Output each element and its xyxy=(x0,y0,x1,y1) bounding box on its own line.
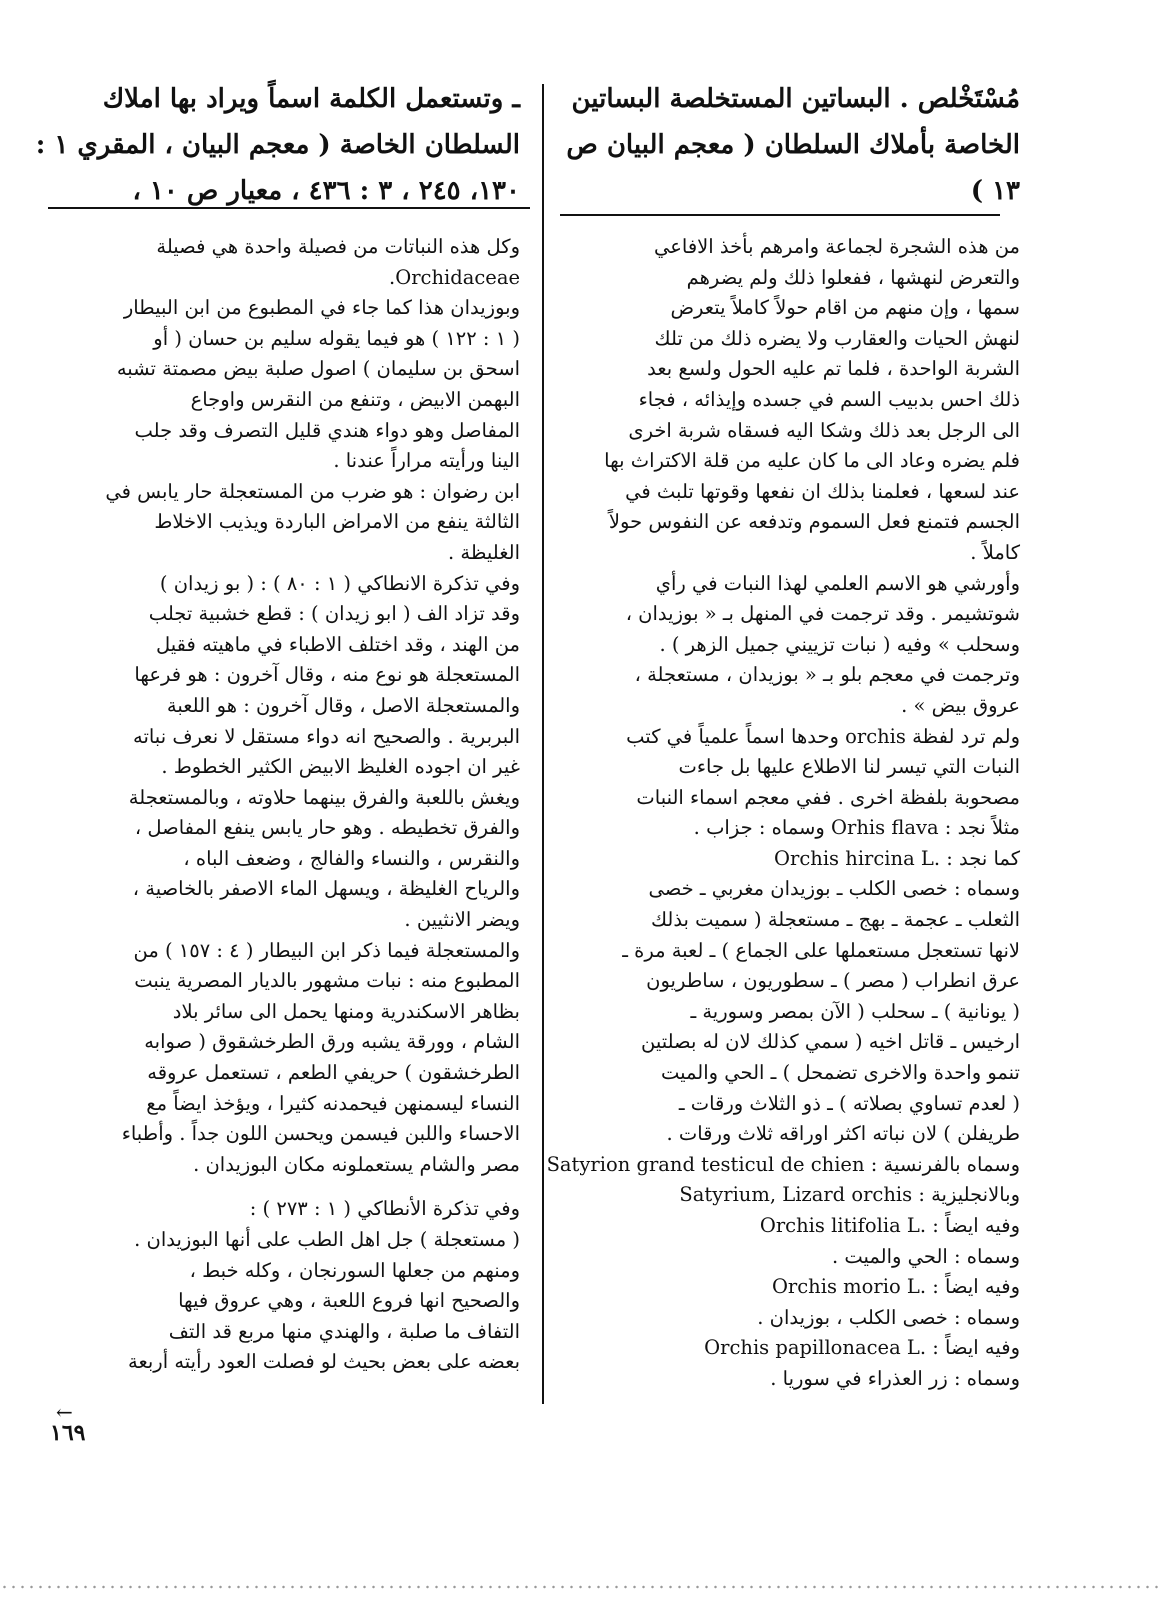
left-column xyxy=(48,232,520,1378)
text-line: وبوزيدان هذا كما جاء في المطبوع من ابن البيطار xyxy=(123,296,520,320)
header-line: مُسْتَخْلص . البساتين المستخلصة البساتين xyxy=(571,84,1020,114)
text-line: من هذه الشجرة لجماعة وامرهم بأخذ الافاعي xyxy=(653,235,1020,258)
text-line: مصر والشام يستعملونه مكان البوزيدان . xyxy=(193,1152,520,1176)
text-line: ويضر الانثيين . xyxy=(404,908,520,932)
text-line: وسماه : الحي والميت . xyxy=(831,1244,1020,1268)
text-line: Orchidaceae. xyxy=(389,265,520,289)
text-line: وفيه ايضاً : .Orchis morio L xyxy=(771,1275,1020,1299)
text-line: فلم يضره وعاد الى ما كان عليه من قلة الاكتراث بها xyxy=(604,449,1020,473)
text-line: والمستعجلة الاصل ، وقال آخرون : هو اللعبة xyxy=(166,693,520,717)
text-line: كما نجد : .Orchis hircina L xyxy=(774,846,1020,870)
continue-arrow-icon: ← xyxy=(56,1400,73,1424)
text-line: بظاهر الاسكندرية ومنها يحمل الى سائر بلاد xyxy=(172,999,520,1023)
header-line: ١٣ ) xyxy=(970,176,1020,206)
header-left xyxy=(35,76,520,214)
text-line: والتعرض لنهشها ، ففعلوا ذلك ولم يضرهم xyxy=(686,265,1020,289)
header-divider-left xyxy=(48,207,530,209)
text-line: مصحوبة بلفظة اخرى . ففي معجم اسماء النبات xyxy=(636,785,1020,809)
right-column xyxy=(546,232,1020,1395)
text-line: وكل هذه النباتات من فصيلة واحدة هي فصيلة xyxy=(156,235,520,258)
text-line: وترجمت في معجم بلو بـ « بوزيدان ، مستعجلة ، xyxy=(634,663,1020,687)
header-right xyxy=(560,76,1020,214)
text-line: والفرق تخطيطه . وهو حار يابس ينفع المفاصل ، xyxy=(134,816,520,840)
text-line: والمستعجلة فيما ذكر ابن البيطار ( ٤ : ١٥٧ ) من xyxy=(133,938,520,962)
text-line: الينا ورأيته مراراً عندنا . xyxy=(333,449,520,473)
text-line: المطبوع منه : نبات مشهور بالديار المصرية ينبت xyxy=(134,969,520,993)
text-line: لنهش الحيات والعقارب ولا يضره ذلك من تلك xyxy=(654,326,1020,350)
text-line: ( لعدم تساوي بصلاته ) ـ ذو الثلاث ورقات ـ xyxy=(678,1091,1020,1115)
text-line: عروق بيض » . xyxy=(901,693,1020,717)
text-line: مثلاً نجد : Orhis flava وسماه : جزاب . xyxy=(693,816,1020,840)
header-line: السلطان الخاصة ( معجم البيان ، المقري ١ : xyxy=(35,130,520,160)
text-line: ذلك احس بدبيب السم في جسده وإيذائه ، فجاء xyxy=(638,387,1020,411)
text-line: الشام ، وورقة يشبه ورق الطرخشقوق ( صوابه xyxy=(144,1030,520,1054)
text-line: وبالانجليزية : Satyrium, Lizard orchis xyxy=(679,1183,1020,1207)
text-line: وفيه ايضاً : .Orchis papillonacea L xyxy=(704,1336,1020,1360)
text-line: ارخيس ـ قاتل اخيه ( سمي كذلك لان له بصلتين xyxy=(640,1030,1020,1054)
text-line: ( مستعجلة ) جل اهل الطب على أنها البوزيدان . xyxy=(134,1228,520,1251)
text-line: وسماه : خصى الكلب ـ بوزيدان مغربي ـ خصى xyxy=(648,877,1020,901)
text-line: من الهند ، وقد اختلف الاطباء في ماهيته فقيل xyxy=(156,632,520,656)
text-line: ( ١ : ١٢٢ ) هو فيما يقوله سليم بن حسان ( أو xyxy=(153,326,520,350)
text-line: الغليظة . xyxy=(448,540,520,564)
scan-edge-dots xyxy=(0,1584,1160,1590)
text-line: عرق انطراب ( مصر ) ـ سطوريون ، ساطريون xyxy=(646,969,1020,993)
text-line: لانها تستعجل مستعملها على الجماع ) ـ لعبة مرة ـ xyxy=(622,938,1020,962)
text-line: اسحق بن سليمان ) اصول صلبة بيض مصمتة تشبه xyxy=(116,357,520,381)
text-line: التفاف ما صلبة ، والهندي منها مربع قد التف xyxy=(168,1319,520,1343)
header-divider-right xyxy=(560,214,1000,216)
text-line: طريفلن ) لان نباته اكثر اوراقه ثلاث ورقات . xyxy=(666,1122,1020,1146)
text-line: وسحلب » وفيه ( نبات تزييني جميل الزهر ) . xyxy=(659,632,1020,656)
page-number: ١٦٩ xyxy=(50,1420,86,1446)
header-line: الخاصة بأملاك السلطان ( معجم البيان ص xyxy=(566,130,1020,160)
text-line: النبات التي تيسر لنا الاطلاع عليها بل جاءت xyxy=(678,755,1020,779)
text-line: والصحيح انها فروع اللعبة ، وهي عروق فيها xyxy=(178,1289,520,1313)
text-line: غير ان اجوده الغليظ الابيض الكثير الخطوط . xyxy=(161,755,520,779)
text-line: الطرخشقون ) حريفي الطعم ، تستعمل عروقه xyxy=(147,1061,520,1085)
text-line: الثالثة ينفع من الامراض الباردة ويذيب الاخلاط xyxy=(154,510,520,534)
text-line: وسماه بالفرنسية : Satyrion grand testicul de chien xyxy=(546,1152,1020,1176)
text-line: وفي تذكرة الأنطاكي ( ١ : ٢٧٣ ) : xyxy=(249,1197,520,1221)
text-line: ويغش باللعبة والفرق بينهما حلاوته ، وبالمستعجلة xyxy=(128,785,520,809)
text-line: وفي تذكرة الانطاكي ( ١ : ٨٠ ) : ( بو زيدان ) xyxy=(159,571,520,595)
text-line: سمها ، وإن منهم من اقام حولاً كاملاً يتعرض xyxy=(670,296,1020,320)
column-divider xyxy=(542,84,544,1404)
text-line: والنقرس ، والنساء والفالج ، وضعف الباه ، xyxy=(183,846,520,870)
text-line: البربرية . والصحيح انه دواء مستقل لا نعرف نباته xyxy=(132,724,520,748)
text-line: الاحساء واللبن فيسمن ويحسن اللون جداً . وأطباء xyxy=(121,1122,520,1146)
text-line: الشربة الواحدة ، فلما تم عليه الحول ولسع بعد xyxy=(647,357,1020,381)
text-line: الى الرجل بعد ذلك وشكا اليه فسقاه شربة اخرى xyxy=(628,418,1020,442)
text-line: الثعلب ـ عجمة ـ بهج ـ مستعجلة ( سميت بذلك xyxy=(650,908,1020,932)
text-line: وسماه : خصى الكلب ، بوزيدان . xyxy=(757,1305,1020,1329)
paragraph-gap xyxy=(48,1180,520,1194)
header-line: ١٣٠، ٢٤٥ ، ٣ : ٤٣٦ ، معيار ص ١٠ ، xyxy=(132,176,520,206)
text-line: وقد تزاد الف ( ابو زيدان ) : قطع خشبية تجلب xyxy=(148,602,520,626)
text-line: بعضه على بعض بحيث لو فصلت العود رأيته أربعة xyxy=(128,1350,520,1374)
text-line: الجسم فتمنع فعل السموم وتدفعه عن النفوس حولاً xyxy=(608,510,1020,534)
text-line: وفيه ايضاً : .Orchis litifolia L xyxy=(759,1214,1020,1237)
text-line: النساء ليسمنهن فيحمدنه كثيرا ، ويؤخذ ايضاً مع xyxy=(146,1091,520,1115)
text-line: ولم ترد لفظة orchis وحدها اسماً علمياً في كتب xyxy=(626,724,1020,748)
text-line: شوتشيمر . وقد ترجمت في المنهل بـ « بوزيدان ، xyxy=(625,602,1020,626)
text-line: وسماه : زر العذراء في سوريا . xyxy=(770,1366,1020,1390)
text-line: عند لسعها ، فعلمنا بذلك ان نفعها وقوتها تلبث في xyxy=(625,479,1020,503)
text-line: والرياح الغليظة ، ويسهل الماء الاصفر بالخاصية ، xyxy=(132,877,520,901)
text-line: المفاصل وهو دواء هندي قليل التصرف وقد جلب xyxy=(134,418,520,442)
text-line: المستعجلة هو نوع منه ، وقال آخرون : هو فرعها xyxy=(134,663,520,687)
text-line: ابن رضوان : هو ضرب من المستعجلة حار يابس في xyxy=(105,479,520,503)
text-line: تنمو واحدة والاخرى تضمحل ) ـ الحي والميت xyxy=(661,1061,1020,1085)
text-line: وأورشي هو الاسم العلمي لهذا النبات في رأي xyxy=(655,571,1020,595)
text-line: البهمن الابيض ، وتنفع من النقرس واوجاع xyxy=(190,387,520,411)
text-line: ومنهم من جعلها السورنجان ، وكله خبط ، xyxy=(189,1258,520,1282)
text-line: ( يونانية ) ـ سحلب ( الآن بمصر وسورية ـ xyxy=(690,999,1020,1023)
header-line: ـ وتستعمل الكلمة اسماً ويراد بها املاك xyxy=(102,84,520,114)
text-line: كاملاً . xyxy=(970,540,1020,564)
